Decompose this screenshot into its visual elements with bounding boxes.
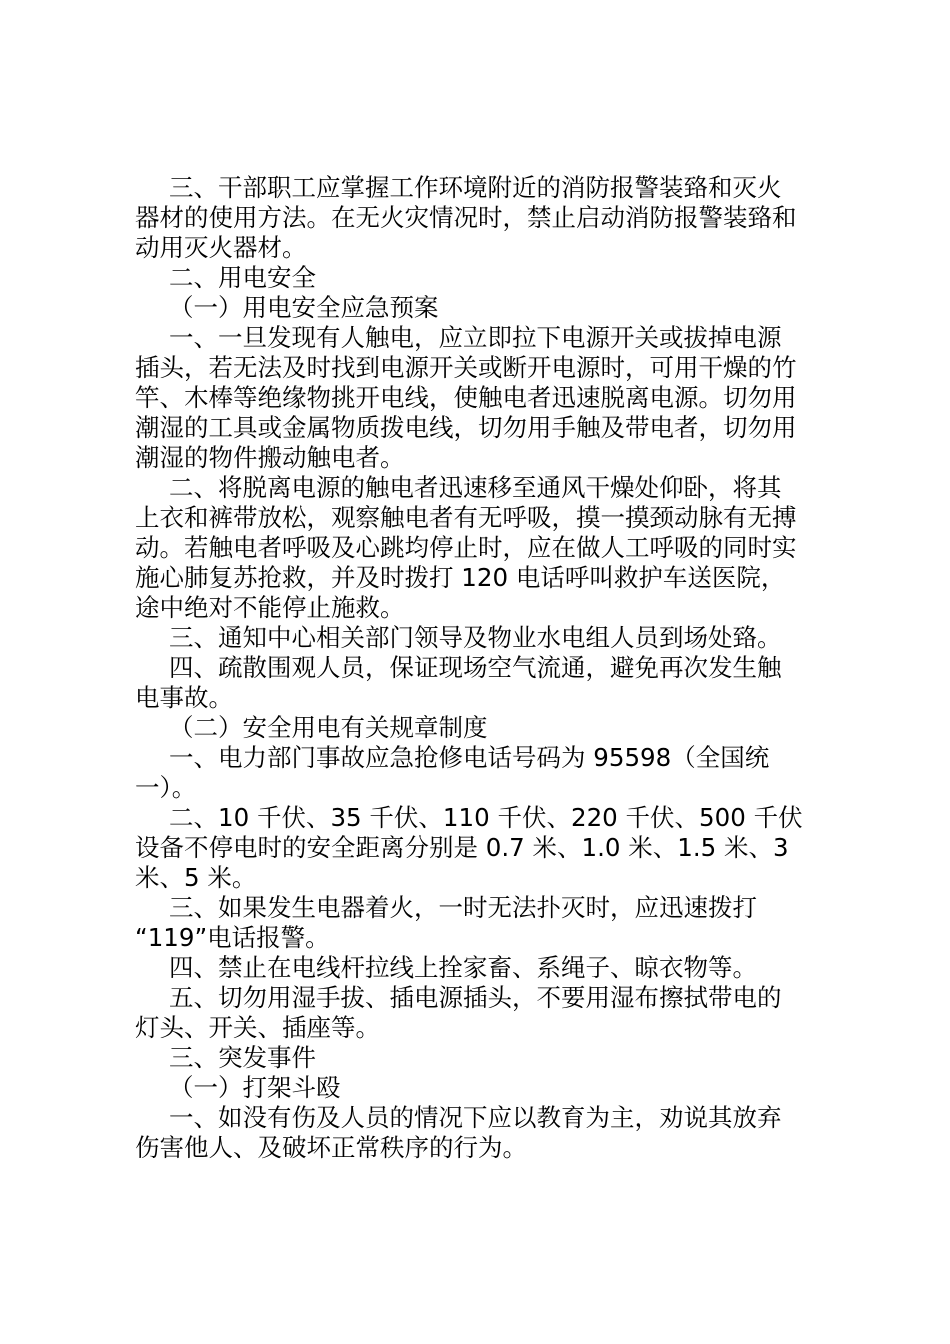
text-line: 二、10 千伏、35 千伏、110 千伏、220 千伏、500 千伏 xyxy=(169,803,803,832)
text-line: 灯头、开关、插座等。 xyxy=(135,1013,380,1042)
text-line: 上衣和裤带放松，观察触电者有无呼吸，摸一摸颈动脉有无搏 xyxy=(135,503,797,532)
text-line: 一、一旦发现有人触电，应立即拉下电源开关或拔掉电源 xyxy=(169,323,782,352)
text-line: 一、电力部门事故应急抢修电话号码为 95598（全国统 xyxy=(169,743,770,772)
text-line: 一、如没有伤及人员的情况下应以教育为主，劝说其放弃 xyxy=(169,1103,782,1132)
text-line: 潮湿的物件搬动触电者。 xyxy=(135,443,405,472)
text-line: 施心肺复苏抢救，并及时拨打 120 电话呼叫救护车送医院， xyxy=(135,563,786,592)
text-line: 潮湿的工具或金属物质拨电线，切勿用手触及带电者，切勿用 xyxy=(135,413,797,442)
section-heading: 二、用电安全 xyxy=(169,263,316,292)
document-body xyxy=(135,173,825,1163)
text-line: 竿、木棒等绝缘物挑开电线，使触电者迅速脱离电源。切勿用 xyxy=(135,383,797,412)
text-line: 四、疏散围观人员，保证现场空气流通，避免再次发生触 xyxy=(169,653,782,682)
text-line: 米、5 米。 xyxy=(135,863,257,892)
text-line: 伤害他人、及破坏正常秩序的行为。 xyxy=(135,1133,527,1162)
text-line: 设备不停电时的安全距离分别是 0.7 米、1.0 米、1.5 米、3 xyxy=(135,833,789,862)
text-line: 动。若触电者呼吸及心跳均停止时，应在做人工呼吸的同时实 xyxy=(135,533,797,562)
subsection-heading: （一）打架斗殴 xyxy=(169,1073,341,1102)
text-line: 途中绝对不能停止施救。 xyxy=(135,593,405,622)
text-line: 四、禁止在电线杆拉线上拴家畜、系绳子、晾衣物等。 xyxy=(169,953,757,982)
text-line: 插头，若无法及时找到电源开关或断开电源时，可用干燥的竹 xyxy=(135,353,797,382)
text-line: 动用灭火器材。 xyxy=(135,233,307,262)
text-line: “119”电话报警。 xyxy=(135,923,330,952)
text-line: 五、切勿用湿手拔、插电源插头，不要用湿布擦拭带电的 xyxy=(169,983,782,1012)
subsection-heading: （一）用电安全应急预案 xyxy=(169,293,439,322)
text-line: 一）。 xyxy=(135,773,197,802)
text-line: 电事故。 xyxy=(135,683,233,712)
text-line: 三、干部职工应掌握工作环境附近的消防报警装臵和灭火 xyxy=(169,173,782,202)
text-line: 三、如果发生电器着火，一时无法扑灭时，应迅速拨打 xyxy=(169,893,757,922)
subsection-heading: （二）安全用电有关规章制度 xyxy=(169,713,488,742)
section-heading: 三、突发事件 xyxy=(169,1043,316,1072)
text-line: 二、将脱离电源的触电者迅速移至通风干燥处仰卧，将其 xyxy=(169,473,782,502)
text-line: 器材的使用方法。在无火灾情况时，禁止启动消防报警装臵和 xyxy=(135,203,797,232)
text-line: 三、通知中心相关部门领导及物业水电组人员到场处臵。 xyxy=(169,623,782,652)
